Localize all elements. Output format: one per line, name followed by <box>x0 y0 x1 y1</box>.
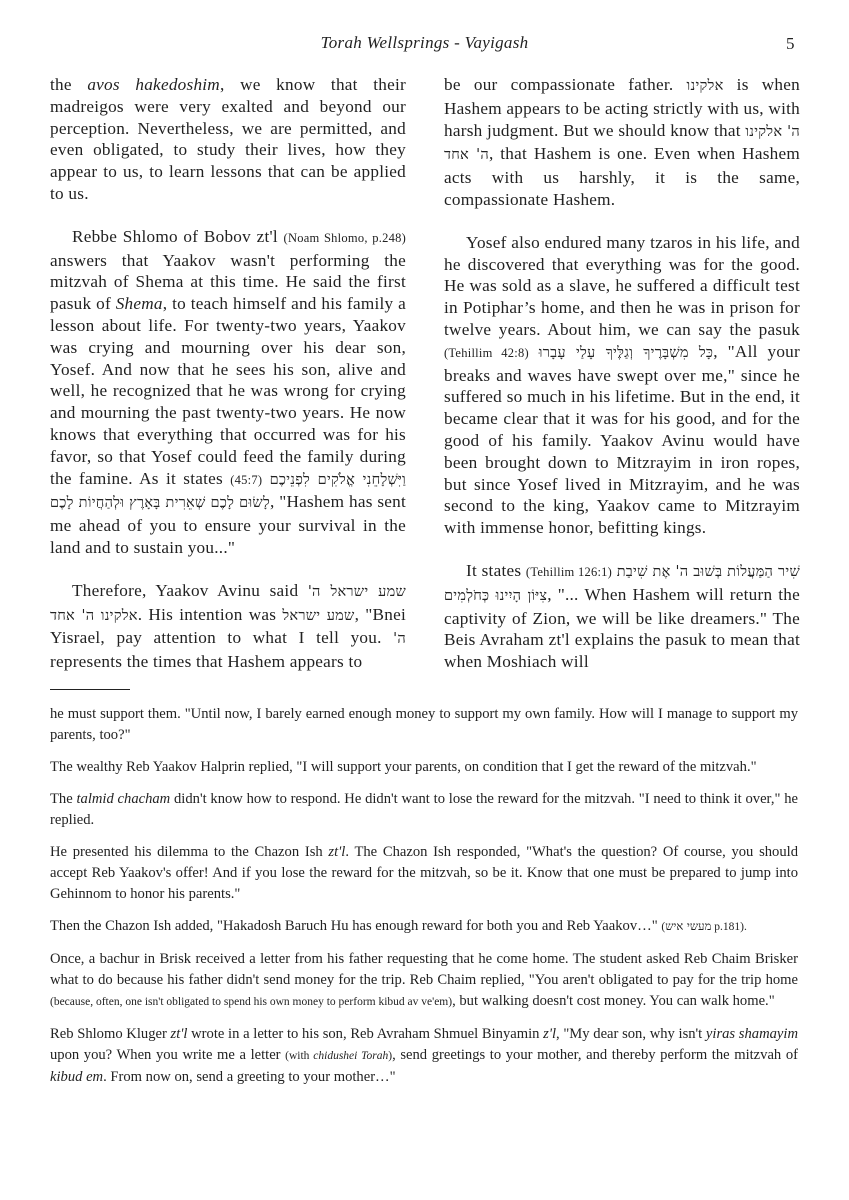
text-run: represents the times that Hashem appears to <box>50 652 363 672</box>
page-number: 5 <box>786 34 795 53</box>
text-run: be our compassionate father. <box>444 75 687 94</box>
hebrew-quote: וַיִּשְׁלָחֵנִי אֱלֹקִים לִפְנֵיכֶם לָשׂוּם לָכֶם שְׁאֵרִית בָּאָרֶץ וּלְהַחֲיוֹת לָכֶם <box>50 471 407 512</box>
text-run: Rebbe Shlomo of Bobov zt'l <box>72 226 284 246</box>
text-run: he must support them. "Until now, I barely earned enough money to support my own family. How will I manage to support my parents, too?" <box>50 706 798 743</box>
footnote-paragraph <box>50 949 798 1013</box>
text-run: . His intention was <box>137 604 283 624</box>
italic-term: talmid chacham <box>76 791 171 807</box>
text-run: , "Bnei Yisrael, pay attention to what I tell you. <box>50 604 406 648</box>
italic-term: yiras shamayim <box>705 1026 798 1042</box>
paragraph <box>444 232 800 539</box>
paragraph <box>444 560 800 673</box>
hebrew-quote: שמע ישראל ה' אלקינו ה' אחד <box>50 583 407 624</box>
text-run: , "Hashem has sent me ahead of you to ensure your survival in the land and to sustain you..." <box>50 492 407 557</box>
citation: (45:7) <box>230 472 263 487</box>
italic-term: z'l <box>543 1026 557 1042</box>
paragraph <box>444 74 800 211</box>
citation: chidushei Torah <box>313 1050 389 1062</box>
text-run: Once, a bachur in Brisk received a letter from his father requesting that he come home. The student asked Reb Chaim Brisker what to do because his father didn't send money for the trip. Reb Chaim replied, "You aren't obligated to pay for the trip home <box>50 951 798 988</box>
hebrew-quote: ה' <box>393 631 406 648</box>
text-run: , we know that their madreigos were very exalted and beyond our perception. Nevertheless, we are permitted, and even obligated, to study their lives, how they appear to us, to learn lessons that can be applied to us. <box>50 75 407 203</box>
text-run: didn't know how to respond. He didn't want to lose the reward for the mitzvah. "I need to think it over," he replied. <box>50 791 798 828</box>
text-run: , "All your breaks and waves have swept over me," since he suffered so much in his lifetime. But in the end, it became clear that it was for his good, and for the good of his family. Yaakov Avinu would have been brought down to Mitzrayim in iron ropes, but since Yosef lived in Mitzrayim, and he was second to the king, Yaakov came to Mitzrayim with immense honor, befitting kings. <box>444 341 800 538</box>
italic-term: zt'l <box>328 844 346 860</box>
footnote-divider <box>50 689 130 690</box>
hebrew-quote: שִׁיר הַמַּעֲלוֹת בְּשׁוּב ה' אֶת שִׁיבַת צִיּוֹן הָיִינוּ כְּחֹלְמִים <box>444 563 801 604</box>
citation: (Noam Shlomo, p.248) <box>283 230 406 245</box>
footnotes <box>50 704 798 1099</box>
text-run: wrote in a letter to his son, Reb Avraham Shmuel Binyamin <box>187 1026 544 1042</box>
citation: (Tehillim 126:1) <box>525 564 613 579</box>
text-run: It states <box>466 560 526 580</box>
text-run: the <box>50 75 88 94</box>
text-run: , to teach himself and his family a lesson about life. For twenty-two years, Yaakov was crying and mourning over his dear son, Yosef. And now that he sees his son, alive and well, he recognized that he was wrong for crying and mourning the past twenty-two years. He now knows that everything that occurred was for his favor, so that Yosef could feed the family during the famine. As it states <box>50 294 406 488</box>
citation: ( <box>661 921 666 933</box>
footnote-paragraph <box>50 704 798 746</box>
text-run: The <box>50 791 77 807</box>
hebrew-quote: אלקינו <box>686 78 724 94</box>
text-run: The wealthy Reb Yaakov Halprin replied, "I will support your parents, on condition that I get the reward of the mitzvah." <box>50 759 757 775</box>
italic-term: zt'l <box>170 1026 188 1042</box>
footnote-paragraph <box>50 757 798 778</box>
text-run: , send greetings to your mother, and thereby perform the mitzvah of <box>392 1047 798 1063</box>
text-run: He presented his dilemma to the Chazon Ish <box>50 844 329 860</box>
citation: p.181). <box>711 921 747 933</box>
paragraph <box>50 580 406 673</box>
left-column <box>50 74 406 694</box>
footnote-paragraph <box>50 789 798 831</box>
paragraph <box>50 74 406 205</box>
text-run: , but walking doesn't cost money. You can walk home." <box>452 993 775 1009</box>
hebrew-quote: ה' אלקינו ה' אחד <box>444 123 800 164</box>
text-run: , "My dear son, why isn't <box>556 1026 706 1042</box>
text-run: . The Chazon Ish responded, "What's the question? Of course, you should accept Reb Yaakov's offer! And if you lose the reward for the mitzvah, so be it. Know that one must be prepared to jump into Gehinnom to honor his parents." <box>50 844 799 902</box>
right-column <box>444 74 800 694</box>
text-run <box>262 469 269 488</box>
text-run: Reb Shlomo Kluger <box>50 1026 171 1042</box>
text-run: , "... When Hashem will return the captivity of Zion, we will be like dreamers." The Beis Avraham zt'l explains the pasuk to mean that when Moshiach will <box>444 584 800 672</box>
hebrew-quote: כָּל מִשְׁבָּרֶיךָ וְגַלֶּיךָ עָלַי עָבָרוּ <box>538 344 714 361</box>
hebrew-quote: שמע ישראל <box>282 607 355 624</box>
text-run: is when Hashem appears to be acting strictly with us, with harsh judgment. But we should know that <box>444 75 800 140</box>
italic-term: kibud em <box>50 1069 104 1085</box>
footnote-paragraph <box>50 842 798 905</box>
footnote-paragraph <box>50 1024 798 1088</box>
citation: ) <box>388 1050 393 1062</box>
citation: (with <box>285 1050 314 1062</box>
paragraph <box>50 226 406 559</box>
text-run: Then the Chazon Ish added, "Hakadosh Baruch Hu has enough reward for both you and Reb Yaakov…" <box>50 918 662 934</box>
text-run <box>529 342 539 361</box>
citation: (because, often, one isn't obligated to spend his own money to perform kibud av ve'em) <box>50 996 453 1008</box>
text-run: , that Hashem is one. Even when Hashem acts with us harshly, it is the same, compassionate Hashem. <box>444 144 800 209</box>
text-run: upon you? When you write me a letter <box>50 1047 286 1063</box>
text-run: Therefore, Yaakov Avinu said <box>72 580 308 600</box>
hebrew-quote: מעשי איש <box>665 919 712 933</box>
text-run: answers that Yaakov wasn't performing the mitzvah of Shema at this time. He said the first pasuk of <box>50 250 406 314</box>
italic-term: avos hakedoshim <box>87 75 220 94</box>
citation: (Tehillim 42:8) <box>444 345 529 360</box>
running-header: Torah Wellsprings - Vayigash <box>320 33 529 52</box>
italic-term: Shema <box>115 294 163 314</box>
text-run: Yosef also endured many tzaros in his life, and he discovered that everything was for the good. He was sold as a slave, he suffered a difficult test in Potiphar’s home, and then he was in prison for twelve years. About him, we can say the pasuk <box>444 232 800 339</box>
text-run: . From now on, send a greeting to your mother…" <box>103 1069 396 1085</box>
footnote-paragraph <box>50 916 798 938</box>
